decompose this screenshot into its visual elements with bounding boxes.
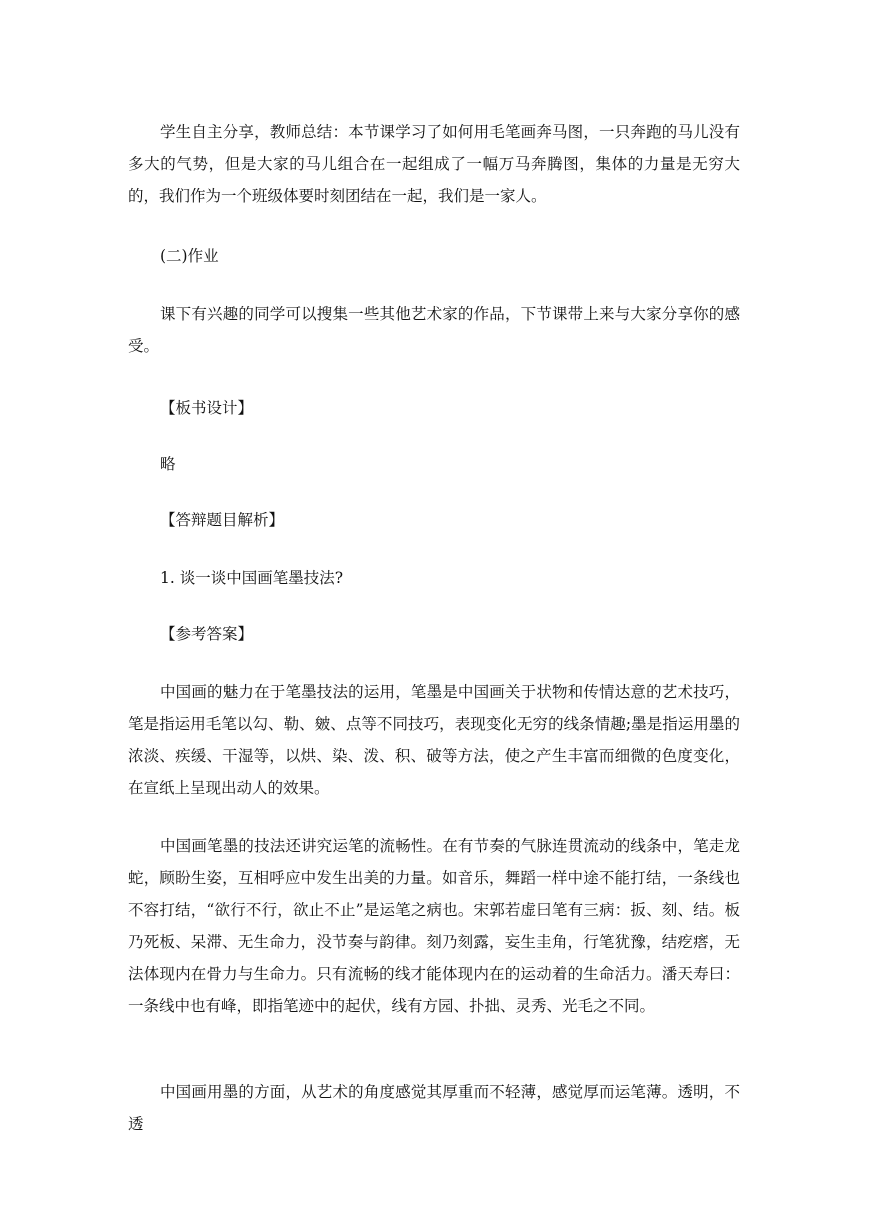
board-design-heading: 【板书设计】 xyxy=(160,399,254,417)
answer-paragraph-3: 中国画用墨的方面，从艺术的角度感觉其厚重而不轻薄，感觉厚而运笔薄。透明，不透 xyxy=(128,1083,740,1133)
question-1: 1. 谈一谈中国画笔墨技法? xyxy=(160,569,344,587)
answer-heading: 【参考答案】 xyxy=(160,625,254,643)
board-design-text: 略 xyxy=(160,455,176,473)
answer-paragraph-1: 中国画的魅力在于笔墨技法的运用，笔墨是中国画关于状物和传情达意的艺术技巧，笔是指运用毛笔以勾、勒、皴、点等不同技巧，表现变化无穷的线条情趣;墨是指运用墨的浓淡、疾缓、干湿等，以烘、染、泼、积、破等方法，使之产生丰富而细微的色度变化，在宣纸上呈现出动人的效果。 xyxy=(128,683,740,797)
homework-heading: (二)作业 xyxy=(160,247,219,265)
homework-paragraph: 课下有兴趣的同学可以搜集一些其他艺术家的作品，下节课带上来与大家分享你的感受。 xyxy=(128,305,740,355)
answer-paragraph-2: 中国画笔墨的技法还讲究运笔的流畅性。在有节奏的气脉连贯流动的线条中，笔走龙蛇，顾盼生姿，互相呼应中发生出美的力量。如音乐，舞蹈一样中途不能打结，一条线也不容打结，“欲行不行，欲止不止”是运笔之病也。宋郭若虚曰笔有三病：扳、刻、结。板乃死板、呆滞、无生命力，没节奏与韵律。刻乃刻露，妄生圭角，行笔犹豫，结疙瘩，无法体现内在骨力与生命力。只有流畅的线才能体现内在的运动着的生命活力。潘天寿曰：一条线中也有峰，即指笔迹中的起伏，线有方园、扑拙、灵秀、光毛之不同。 xyxy=(128,837,740,1015)
summary-paragraph: 学生自主分享，教师总结：本节课学习了如何用毛笔画奔马图，一只奔跑的马儿没有多大的气势，但是大家的马儿组合在一起组成了一幅万马奔腾图，集体的力量是无穷大的，我们作为一个班级体要时刻团结在一起，我们是一家人。 xyxy=(128,123,740,205)
qa-heading: 【答辩题目解析】 xyxy=(160,511,285,529)
